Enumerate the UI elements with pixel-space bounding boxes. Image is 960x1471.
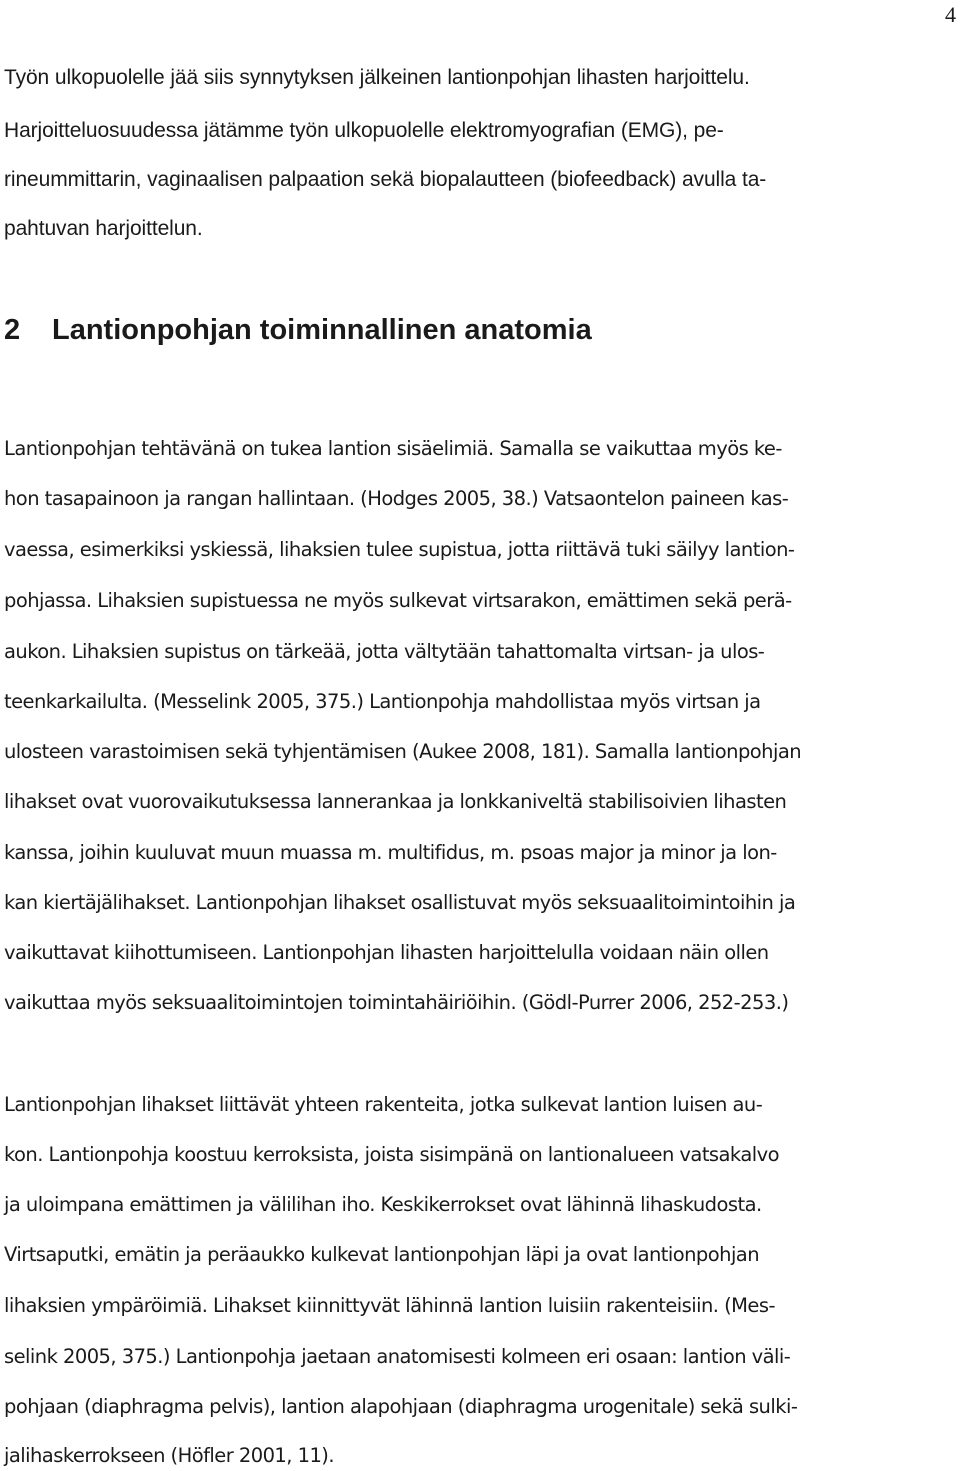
- text-line: lihaksien ympäröimiä. Lihakset kiinnittyvät lähinnä lantion luisiin rakenteisiin. (Mes-: [4, 1294, 775, 1317]
- section-number: 2: [4, 314, 21, 346]
- text-line: kon. Lantionpohja koostuu kerroksista, joista sisimpänä on lantionalueen vatsakalvo: [4, 1143, 779, 1166]
- text-line: Lantionpohjan tehtävänä on tukea lantion sisäelimiä. Samalla se vaikuttaa myös ke-: [4, 437, 782, 460]
- page-number: 4: [945, 2, 956, 27]
- text-line: lihakset ovat vuorovaikutuksessa lannerankaa ja lonkkaniveltä stabilisoivien lihasten: [4, 790, 787, 813]
- text-line: Harjoitteluosuudessa jätämme työn ulkopuolelle elektromyografian (EMG), pe-: [4, 119, 724, 142]
- text-line: aukon. Lihaksien supistus on tärkeää, jotta vältytään tahattomalta virtsan- ja ulos-: [4, 640, 765, 663]
- section-title: Lantionpohjan toiminnallinen anatomia: [52, 314, 592, 346]
- text-line: vaessa, esimerkiksi yskiessä, lihaksien tulee supistua, jotta riittävä tuki säilyy lantion-: [4, 538, 795, 561]
- text-line: pohjassa. Lihaksien supistuessa ne myös sulkevat virtsarakon, emättimen sekä perä-: [4, 589, 792, 612]
- text-line: ulosteen varastoimisen sekä tyhjentämisen (Aukee 2008, 181). Samalla lantionpohjan: [4, 740, 802, 763]
- text-line: pahtuvan harjoittelun.: [4, 217, 203, 240]
- text-line: kan kiertäjälihakset. Lantionpohjan lihakset osallistuvat myös seksuaalitoimintoihin ja: [4, 891, 796, 914]
- text-line: selink 2005, 375.) Lantionpohja jaetaan anatomisesti kolmeen eri osaan: lantion väli-: [4, 1345, 791, 1368]
- text-line: vaikuttaa myös seksuaalitoimintojen toimintahäiriöihin. (Gödl-Purrer 2006, 252-253.): [4, 991, 789, 1014]
- section-heading: [4, 314, 592, 347]
- text-line: hon tasapainoon ja rangan hallintaan. (Hodges 2005, 38.) Vatsaontelon paineen kas-: [4, 487, 789, 510]
- text-line: Työn ulkopuolelle jää siis synnytyksen jälkeinen lantionpohjan lihasten harjoittelu.: [4, 66, 750, 89]
- text-line: jalihaskerrokseen (Höfler 2001, 11).: [4, 1444, 335, 1467]
- text-line: Lantionpohjan lihakset liittävät yhteen rakenteita, jotka sulkevat lantion luisen au-: [4, 1093, 763, 1116]
- text-line: Virtsaputki, emätin ja peräaukko kulkevat lantionpohjan läpi ja ovat lantionpohjan: [4, 1243, 760, 1266]
- text-line: kanssa, joihin kuuluvat muun muassa m. multifidus, m. psoas major ja minor ja lon-: [4, 841, 777, 864]
- text-line: rineummittarin, vaginaalisen palpaation sekä biopalautteen (biofeedback) avulla ta-: [4, 168, 767, 191]
- text-line: teenkarkailulta. (Messelink 2005, 375.) Lantionpohja mahdollistaa myös virtsan ja: [4, 690, 761, 713]
- text-line: ja uloimpana emättimen ja välilihan iho. Keskikerrokset ovat lähinnä lihaskudosta.: [4, 1193, 762, 1216]
- text-line: vaikuttavat kiihottumiseen. Lantionpohjan lihasten harjoittelulla voidaan näin ollen: [4, 941, 769, 964]
- text-line: pohjaan (diaphragma pelvis), lantion alapohjaan (diaphragma urogenitale) sekä sulki-: [4, 1395, 798, 1418]
